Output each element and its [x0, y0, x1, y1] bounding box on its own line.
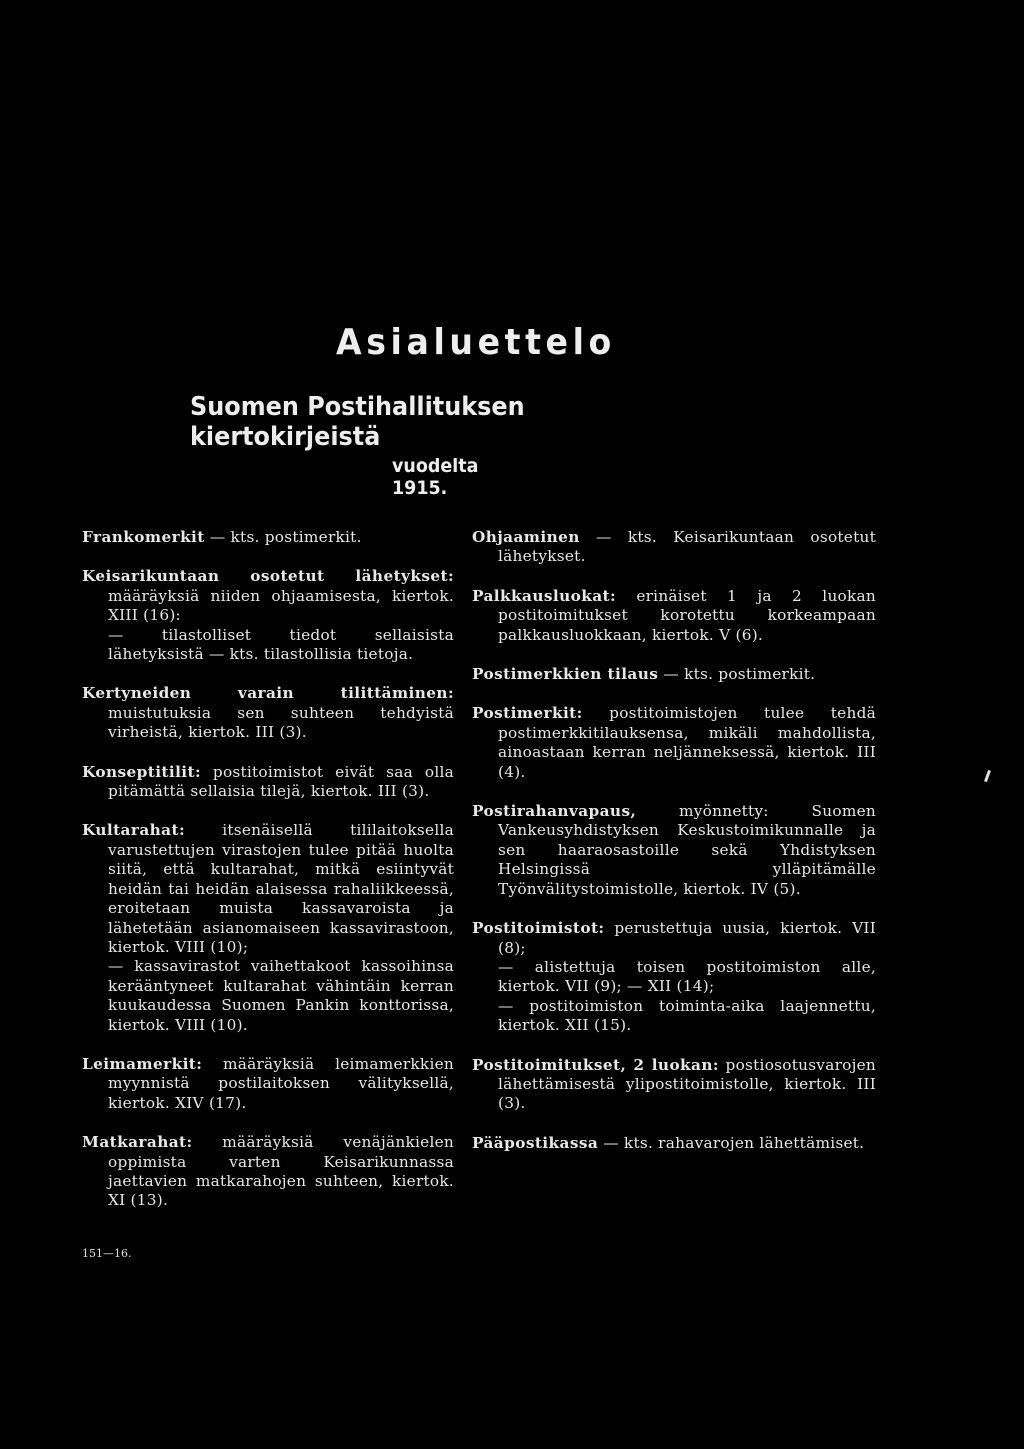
entry-text: erinäiset 1 ja 2 luokan postitoimitukset korotettu korkeampaan palkkausluokkaan, kiertok. V (6). [498, 586, 876, 644]
page-subtitle: Suomen Postihallituksen kiertokirjeistä [190, 392, 525, 452]
entry-heading: Ohjaaminen [472, 528, 580, 546]
entry-text: muistutuksia sen suhteen tehdyistä virheistä, kiertok. III (3). [108, 703, 454, 742]
entry-text: itsenäisellä tililaitoksella varustettujen virastojen tulee pitää huolta siitä, että kultarahat, mitkä esiintyvät heidän tai heidän alaisessa rahaliikkeessä, eroitetaan muista kassavaroista ja lähetetään asianomaiseen kassavirastoon, kiertok. VIII (10); [108, 821, 454, 956]
entry-text: määräyksiä leimamerkkien myynnistä postilaitoksen välityksellä, kiertok. XIV (17). [108, 1054, 454, 1112]
entry-subitem: — alistettuja toisen postitoimiston alle, kiertok. VII (9); — XII (14); [498, 957, 876, 996]
entry-subitem: — kassavirastot vaihettakoot kassoihinsa kerääntyneet kultarahat vähintäin kerran kuukaudessa Suomen Pankin konttorissa, kiertok. VIII (10). [108, 957, 454, 1034]
page-title: Asialuettelo [336, 322, 616, 363]
entry-heading: Palkkausluokat: [472, 586, 617, 605]
index-entry [82, 1055, 454, 1113]
index-entry [82, 567, 454, 664]
entry-heading: Keisarikuntaan osotetut lähetykset: [82, 567, 454, 586]
index-entry [472, 587, 876, 645]
index-entry [82, 821, 454, 1034]
index-entry [472, 802, 876, 899]
entry-text: myönnetty: Suomen Vankeusyhdistyksen Keskustoimikunnalle ja sen haaraosastoille sekä Yhdistyksen Helsingissä ylläpitämälle Työnvälitystoimistolle, kiertok. IV (5). [498, 802, 876, 898]
entry-text: määräyksiä venäjänkielen oppimista varten Keisarikunnassa jaettavien matkarahojen suhteen, kiertok. XI (13). [108, 1133, 454, 1210]
index-entry [472, 919, 876, 1035]
print-code: 151—16. [82, 1247, 132, 1260]
entry-text: — kts. Keisarikuntaan osotetut lähetykset. [498, 528, 876, 566]
entry-text: postitoimistojen tulee tehdä postimerkkitilauksensa, mikäli mahdollista, ainoastaan kerran neljänneksessä, kiertok. III (4). [498, 704, 876, 781]
index-entry [82, 684, 454, 742]
entry-subitem: — tilastolliset tiedot sellaisista lähetyksistä — kts. tilastollisia tietoja. [108, 625, 454, 664]
entry-text: — kts. rahavarojen lähettämiset. [598, 1133, 865, 1152]
index-column-right [472, 528, 876, 1173]
entry-text: postiosotusvarojen lähettämisestä ylipostitoimistolle, kiertok. III (3). [498, 1055, 876, 1113]
stray-mark [984, 770, 991, 782]
entry-heading: Postimerkkien tilaus [472, 665, 659, 684]
entry-heading: Pääpostikassa [472, 1133, 599, 1152]
entry-text: postitoimistot eivät saa olla pitämättä sellaisia tilejä, kiertok. III (3). [108, 762, 454, 801]
entry-text: — kts. postimerkit. [204, 528, 362, 546]
index-entry [82, 1133, 454, 1211]
entry-text: — kts. postimerkit. [658, 665, 816, 684]
entry-text: perustettuja uusia, kiertok. VII (8); [498, 919, 876, 957]
entry-heading: Postitoimistot: [472, 919, 605, 938]
index-entry [82, 528, 454, 547]
entry-heading: Matkarahat: [82, 1133, 193, 1152]
index-entry [472, 665, 876, 684]
index-entry [472, 528, 876, 567]
entry-subitem: — postitoimiston toiminta-aika laajennettu, kiertok. XII (15). [498, 996, 876, 1035]
index-entry [472, 1056, 876, 1114]
entry-heading: Leimamerkit: [82, 1054, 203, 1073]
entry-heading: Frankomerkit [82, 528, 205, 546]
entry-heading: Kertyneiden varain tilittäminen: [82, 684, 454, 703]
index-entry [82, 763, 454, 802]
entry-heading: Postirahanvapaus, [472, 802, 637, 821]
entry-heading: Konseptitilit: [82, 762, 202, 781]
index-column-left [82, 528, 454, 1231]
entry-heading: Kultarahat: [82, 821, 185, 840]
index-entry [472, 1134, 876, 1153]
index-entry [472, 704, 876, 782]
entry-heading: Postimerkit: [472, 704, 583, 723]
entry-heading: Postitoimitukset, 2 luokan: [472, 1055, 719, 1074]
entry-text: määräyksiä niiden ohjaamisesta, kiertok. XIII (16): [108, 586, 454, 625]
year-line: vuodelta 1915. [392, 455, 479, 499]
